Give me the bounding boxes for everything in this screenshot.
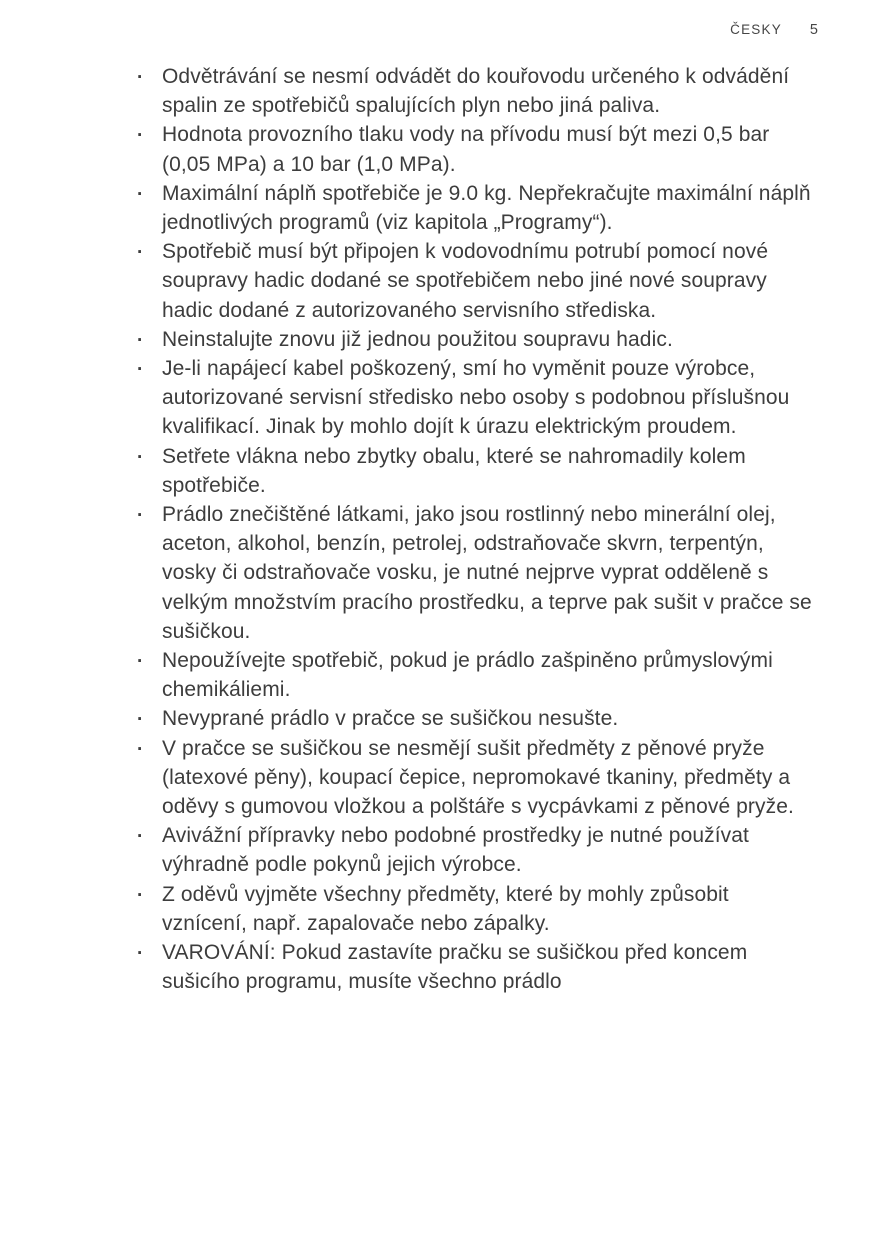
bullet-icon <box>137 704 143 734</box>
list-item-text: Spotřebič musí být připojen k vodovodnímu potrubí pomocí nové soupravy hadic dodané se spotřebičem nebo jiné nové soupravy hadic dodané z autorizovaného servisního střediska. <box>162 240 769 322</box>
list-item <box>135 325 819 354</box>
list-item <box>135 704 819 733</box>
bullet-icon <box>137 821 143 851</box>
list-item-text: Setřete vlákna nebo zbytky obalu, které se nahromadily kolem spotřebiče. <box>162 444 746 497</box>
bullet-icon <box>137 734 143 764</box>
bullet-icon <box>137 442 143 472</box>
list-item <box>135 734 819 822</box>
bullet-list <box>135 62 819 997</box>
list-item-text: Maximální náplň spotřebiče je 9.0 kg. Nepřekračujte maximální náplň jednotlivých programů (viz kapitola „Programy“). <box>162 181 811 235</box>
list-item <box>135 354 819 442</box>
bullet-icon <box>137 880 143 910</box>
page-number: 5 <box>809 22 818 38</box>
bullet-icon <box>137 354 143 384</box>
language-label: ČESKY <box>730 22 782 37</box>
bullet-icon <box>137 179 143 209</box>
list-item <box>135 62 819 120</box>
list-item-text: Hodnota provozního tlaku vody na přívodu musí být mezi 0,5 bar (0,05 MPa) a 10 bar (1,0 MPa). <box>162 123 770 176</box>
list-item <box>135 500 819 646</box>
list-item-text: Je-li napájecí kabel poškozený, smí ho vyměnit pouze výrobce, autorizované servisní středisko nebo osoby s podobnou příslušnou kvalifikací. Jinak by mohlo dojít k úrazu elektrickým proudem. <box>162 357 790 439</box>
list-item-text: Nevyprané prádlo v pračce se sušičkou nesušte. <box>162 707 619 731</box>
bullet-icon <box>137 325 143 355</box>
list-item-text: Odvětrávání se nesmí odvádět do kouřovodu určeného k odvádění spalin ze spotřebičů spalujících plyn nebo jiná paliva. <box>162 65 790 118</box>
list-item <box>135 120 819 178</box>
list-item <box>135 821 819 879</box>
list-item-text: VAROVÁNÍ: Pokud zastavíte pračku se sušičkou před koncem sušicího programu, musíte všechno prádlo <box>162 941 748 994</box>
list-item <box>135 179 819 237</box>
list-item <box>135 880 819 938</box>
bullet-icon <box>137 938 143 968</box>
list-item <box>135 237 819 325</box>
bullet-icon <box>137 120 143 150</box>
list-item-text: Neinstalujte znovu již jednou použitou soupravu hadic. <box>162 327 673 351</box>
list-item <box>135 646 819 704</box>
bullet-icon <box>137 62 143 92</box>
list-item <box>135 938 819 996</box>
bullet-icon <box>137 500 143 530</box>
list-item-text: Avivážní přípravky nebo podobné prostředky je nutné používat výhradně podle pokynů jejich výrobce. <box>162 824 749 877</box>
bullet-icon <box>137 237 143 267</box>
list-item-text: Z oděvů vyjměte všechny předměty, které by mohly způsobit vznícení, např. zapalovače nebo zápalky. <box>162 882 729 935</box>
bullet-icon <box>137 646 143 676</box>
page-header <box>730 22 818 38</box>
list-item-text: Prádlo znečištěné látkami, jako jsou rostlinný nebo minerální olej, aceton, alkohol, benzín, petrolej, odstraňovače skvrn, terpentýn, vosky či odstraňovače vosku, je nutné nejprve vyprat odděleně s velkým množstvím pracího prostředku, a teprve pak sušit v pračce se sušičkou. <box>162 503 812 643</box>
list-item <box>135 442 819 500</box>
list-item-text: Nepoužívejte spotřebič, pokud je prádlo zašpiněno průmyslovými chemikáliemi. <box>162 649 773 702</box>
list-item-text: V pračce se sušičkou se nesmějí sušit předměty z pěnové pryže (latexové pěny), koupací čepice, nepromokavé tkaniny, předměty a oděvy s gumovou vložkou a polštáře s vycpávkami z pěnové pryže. <box>162 736 794 819</box>
